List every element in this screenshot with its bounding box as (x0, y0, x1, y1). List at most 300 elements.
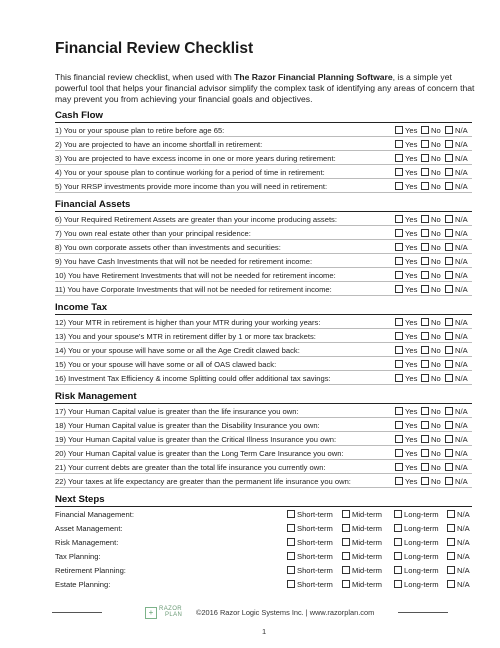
option-label: N/A (455, 229, 468, 238)
checkbox-icon[interactable] (395, 421, 403, 429)
option-label: N/A (455, 421, 468, 430)
answer-yes-checkbox[interactable] (395, 168, 417, 177)
answer-na-checkbox[interactable] (445, 477, 468, 486)
answer-yes-checkbox[interactable] (395, 435, 417, 444)
answer-na-checkbox[interactable] (445, 257, 468, 266)
checkbox-icon[interactable] (445, 257, 453, 265)
option-label: N/A (455, 374, 468, 383)
checkbox-icon[interactable] (395, 449, 403, 457)
option-label: No (431, 477, 441, 486)
checklist-row (55, 404, 472, 418)
question-text: 9) You have Cash Investments that will not be needed for retirement income: (55, 257, 313, 266)
timeframe-long-term-checkbox[interactable] (394, 510, 439, 519)
question-text: 11) You have Corporate Investments that will not be needed for retirement income: (55, 285, 332, 294)
answer-yes-checkbox[interactable] (395, 154, 417, 163)
answer-yes-checkbox[interactable] (395, 243, 417, 252)
checklist-row (55, 329, 472, 343)
section-title: Financial Assets (55, 199, 131, 210)
checkbox-icon[interactable] (421, 407, 429, 415)
timeframe-mid-term-checkbox[interactable] (342, 566, 382, 575)
option-label: Short-term (297, 580, 333, 589)
answer-yes-checkbox[interactable] (395, 421, 417, 430)
option-label: Short-term (297, 524, 333, 533)
answer-yes-checkbox[interactable] (395, 271, 417, 280)
checkbox-icon[interactable] (421, 332, 429, 340)
option-label: No (431, 346, 441, 355)
answer-na-checkbox[interactable] (445, 243, 468, 252)
answer-no-checkbox[interactable] (421, 154, 441, 163)
row-divider (55, 192, 472, 193)
option-label: N/A (455, 318, 468, 327)
checkbox-icon[interactable] (445, 182, 453, 190)
answer-na-checkbox[interactable] (445, 229, 468, 238)
answer-no-checkbox[interactable] (421, 407, 441, 416)
answer-no-checkbox[interactable] (421, 318, 441, 327)
answer-no-checkbox[interactable] (421, 168, 441, 177)
checklist-row (55, 240, 472, 254)
checkbox-icon[interactable] (421, 449, 429, 457)
option-label: Yes (405, 421, 418, 430)
answer-na-checkbox[interactable] (445, 449, 468, 458)
answer-yes-checkbox[interactable] (395, 477, 417, 486)
row-divider (55, 384, 472, 385)
option-label: Yes (405, 257, 418, 266)
option-label: N/A (455, 140, 468, 149)
timeframe-na-checkbox[interactable] (447, 552, 470, 561)
timeframe-short-term-checkbox[interactable] (287, 524, 333, 533)
answer-na-checkbox[interactable] (445, 285, 468, 294)
checkbox-icon[interactable] (445, 243, 453, 251)
option-label: N/A (455, 463, 468, 472)
option-label: Yes (405, 126, 418, 135)
option-label: Short-term (297, 566, 333, 575)
next-step-label: Financial Management: (55, 510, 134, 519)
checkbox-icon[interactable] (421, 229, 429, 237)
checkbox-icon[interactable] (395, 285, 403, 293)
option-label: N/A (455, 285, 468, 294)
timeframe-na-checkbox[interactable] (447, 580, 470, 589)
option-label: N/A (455, 257, 468, 266)
checkbox-icon[interactable] (395, 407, 403, 415)
option-label: Yes (405, 360, 418, 369)
checkbox-icon[interactable] (395, 477, 403, 485)
next-step-row (55, 549, 472, 563)
question-text: 19) Your Human Capital value is greater than the Critical Illness Insurance you own: (55, 435, 337, 444)
timeframe-long-term-checkbox[interactable] (394, 524, 439, 533)
answer-na-checkbox[interactable] (445, 421, 468, 430)
checkbox-icon[interactable] (447, 510, 455, 518)
checkbox-icon[interactable] (445, 449, 453, 457)
checkbox-icon[interactable] (394, 510, 402, 518)
answer-yes-checkbox[interactable] (395, 215, 417, 224)
question-text: 18) Your Human Capital value is greater than the Disability Insurance you own: (55, 421, 320, 430)
answer-no-checkbox[interactable] (421, 140, 441, 149)
option-label: Long-term (404, 524, 439, 533)
answer-no-checkbox[interactable] (421, 182, 441, 191)
answer-yes-checkbox[interactable] (395, 140, 417, 149)
option-label: Mid-term (352, 538, 382, 547)
checkbox-icon[interactable] (395, 463, 403, 471)
intro-text-end: , is a simple yet powerful tool that helps your financial advisor simplify the complex task of identifying any areas of concern that may prevent you from achieving your financial goals and objectives. (55, 72, 475, 105)
answer-yes-checkbox[interactable] (395, 463, 417, 472)
option-label: Yes (405, 374, 418, 383)
answer-na-checkbox[interactable] (445, 318, 468, 327)
checkbox-icon[interactable] (447, 580, 455, 588)
checkbox-icon[interactable] (445, 435, 453, 443)
timeframe-na-checkbox[interactable] (447, 566, 470, 575)
next-step-row (55, 535, 472, 549)
answer-no-checkbox[interactable] (421, 477, 441, 486)
checkbox-icon[interactable] (394, 552, 402, 560)
checkbox-icon[interactable] (421, 435, 429, 443)
checkbox-icon[interactable] (395, 360, 403, 368)
question-text: 15) You or your spouse will have some or all of OAS clawed back: (55, 360, 277, 369)
option-label: N/A (455, 477, 468, 486)
checkbox-icon[interactable] (395, 346, 403, 354)
checkbox-icon[interactable] (445, 126, 453, 134)
checkbox-icon[interactable] (395, 168, 403, 176)
checkbox-icon[interactable] (421, 285, 429, 293)
answer-yes-checkbox[interactable] (395, 229, 417, 238)
answer-na-checkbox[interactable] (445, 182, 468, 191)
checklist-row (55, 446, 472, 460)
checkbox-icon[interactable] (395, 435, 403, 443)
timeframe-short-term-checkbox[interactable] (287, 566, 333, 575)
option-label: No (431, 271, 441, 280)
checkbox-icon[interactable] (395, 271, 403, 279)
option-label: Yes (405, 477, 418, 486)
option-label: No (431, 229, 441, 238)
answer-na-checkbox[interactable] (445, 435, 468, 444)
option-label: Short-term (297, 510, 333, 519)
answer-no-checkbox[interactable] (421, 360, 441, 369)
question-text: 1) You or your spouse plan to retire before age 65: (55, 126, 225, 135)
row-divider (55, 487, 472, 488)
checkbox-icon[interactable] (447, 566, 455, 574)
answer-na-checkbox[interactable] (445, 407, 468, 416)
checkbox-icon[interactable] (421, 182, 429, 190)
option-label: No (431, 168, 441, 177)
checkbox-icon[interactable] (342, 510, 350, 518)
checkbox-icon[interactable] (287, 580, 295, 588)
option-label: N/A (455, 360, 468, 369)
timeframe-short-term-checkbox[interactable] (287, 510, 333, 519)
checkbox-icon[interactable] (342, 524, 350, 532)
checkbox-icon[interactable] (395, 229, 403, 237)
checkbox-icon[interactable] (445, 140, 453, 148)
answer-na-checkbox[interactable] (445, 215, 468, 224)
option-label: N/A (455, 168, 468, 177)
timeframe-mid-term-checkbox[interactable] (342, 552, 382, 561)
checkbox-icon[interactable] (421, 154, 429, 162)
answer-no-checkbox[interactable] (421, 229, 441, 238)
checklist-row (55, 123, 472, 137)
timeframe-long-term-checkbox[interactable] (394, 580, 439, 589)
option-label: No (431, 257, 441, 266)
answer-no-checkbox[interactable] (421, 435, 441, 444)
answer-no-checkbox[interactable] (421, 215, 441, 224)
option-label: Long-term (404, 510, 439, 519)
answer-na-checkbox[interactable] (445, 126, 468, 135)
option-label: N/A (455, 182, 468, 191)
checkbox-icon[interactable] (394, 580, 402, 588)
section-title: Risk Management (55, 391, 137, 402)
answer-na-checkbox[interactable] (445, 271, 468, 280)
timeframe-na-checkbox[interactable] (447, 538, 470, 547)
answer-na-checkbox[interactable] (445, 140, 468, 149)
timeframe-short-term-checkbox[interactable] (287, 538, 333, 547)
checkbox-icon[interactable] (342, 566, 350, 574)
checkbox-icon[interactable] (445, 154, 453, 162)
checklist-row (55, 432, 472, 446)
section-title: Cash Flow (55, 110, 103, 121)
option-label: Yes (405, 407, 418, 416)
option-label: No (431, 407, 441, 416)
footer-copyright: ©2016 Razor Logic Systems Inc. | www.razorplan.com (196, 608, 375, 617)
checkbox-icon[interactable] (395, 243, 403, 251)
answer-yes-checkbox[interactable] (395, 182, 417, 191)
question-text: 13) You and your spouse's MTR in retirement differ by 1 or more tax brackets: (55, 332, 316, 341)
option-label: No (431, 374, 441, 383)
checklist-row (55, 151, 472, 165)
razor-plan-logo (145, 606, 190, 620)
checkbox-icon[interactable] (395, 182, 403, 190)
option-label: N/A (457, 524, 470, 533)
answer-no-checkbox[interactable] (421, 243, 441, 252)
intro-software-name: The Razor Financial Planning Software (234, 72, 393, 82)
timeframe-long-term-checkbox[interactable] (394, 552, 439, 561)
checkbox-icon[interactable] (421, 374, 429, 382)
answer-yes-checkbox[interactable] (395, 318, 417, 327)
answer-na-checkbox[interactable] (445, 332, 468, 341)
option-label: N/A (455, 126, 468, 135)
checkbox-icon[interactable] (445, 346, 453, 354)
question-text: 8) You own corporate assets other than investments and securities: (55, 243, 281, 252)
checkbox-icon[interactable] (394, 524, 402, 532)
checkbox-icon[interactable] (342, 552, 350, 560)
option-label: Mid-term (352, 566, 382, 575)
option-label: Yes (405, 182, 418, 191)
timeframe-long-term-checkbox[interactable] (394, 566, 439, 575)
checkbox-icon[interactable] (395, 126, 403, 134)
checkbox-icon[interactable] (394, 566, 402, 574)
answer-no-checkbox[interactable] (421, 257, 441, 266)
checkbox-icon[interactable] (421, 126, 429, 134)
checkbox-icon[interactable] (447, 538, 455, 546)
checkbox-icon[interactable] (395, 215, 403, 223)
checkbox-icon[interactable] (447, 524, 455, 532)
checkbox-icon[interactable] (445, 168, 453, 176)
answer-na-checkbox[interactable] (445, 346, 468, 355)
option-label: N/A (457, 552, 470, 561)
question-text: 21) Your current debts are greater than the total life insurance you currently own: (55, 463, 326, 472)
checkbox-icon[interactable] (287, 552, 295, 560)
answer-na-checkbox[interactable] (445, 168, 468, 177)
option-label: No (431, 318, 441, 327)
intro-paragraph (55, 72, 475, 106)
checkbox-icon[interactable] (395, 374, 403, 382)
checkbox-icon[interactable] (447, 552, 455, 560)
answer-na-checkbox[interactable] (445, 360, 468, 369)
timeframe-mid-term-checkbox[interactable] (342, 524, 382, 533)
option-label: Long-term (404, 566, 439, 575)
answer-yes-checkbox[interactable] (395, 332, 417, 341)
checkbox-icon[interactable] (342, 538, 350, 546)
answer-yes-checkbox[interactable] (395, 257, 417, 266)
answer-na-checkbox[interactable] (445, 463, 468, 472)
answer-no-checkbox[interactable] (421, 332, 441, 341)
checkbox-icon[interactable] (395, 257, 403, 265)
answer-yes-checkbox[interactable] (395, 374, 417, 383)
checkbox-icon[interactable] (421, 168, 429, 176)
checklist-row (55, 137, 472, 151)
answer-yes-checkbox[interactable] (395, 407, 417, 416)
option-label: No (431, 449, 441, 458)
option-label: No (431, 360, 441, 369)
checklist-row (55, 165, 472, 179)
timeframe-na-checkbox[interactable] (447, 510, 470, 519)
option-label: No (431, 215, 441, 224)
answer-yes-checkbox[interactable] (395, 126, 417, 135)
checkbox-icon[interactable] (445, 229, 453, 237)
timeframe-short-term-checkbox[interactable] (287, 552, 333, 561)
timeframe-short-term-checkbox[interactable] (287, 580, 333, 589)
answer-no-checkbox[interactable] (421, 126, 441, 135)
timeframe-mid-term-checkbox[interactable] (342, 538, 382, 547)
question-text: 22) Your taxes at life expectancy are greater than the permanent life insurance you own: (55, 477, 351, 486)
answer-yes-checkbox[interactable] (395, 346, 417, 355)
answer-no-checkbox[interactable] (421, 374, 441, 383)
answer-na-checkbox[interactable] (445, 374, 468, 383)
option-label: Mid-term (352, 524, 382, 533)
question-text: 5) Your RRSP investments provide more income than you will need in retirement: (55, 182, 328, 191)
checkbox-icon[interactable] (342, 580, 350, 588)
checkbox-icon[interactable] (421, 477, 429, 485)
answer-no-checkbox[interactable] (421, 421, 441, 430)
next-step-label: Retirement Planning: (55, 566, 126, 575)
option-label: Yes (405, 346, 418, 355)
answer-no-checkbox[interactable] (421, 463, 441, 472)
answer-no-checkbox[interactable] (421, 271, 441, 280)
option-label: N/A (457, 566, 470, 575)
checkbox-icon[interactable] (421, 421, 429, 429)
checkbox-icon[interactable] (394, 538, 402, 546)
logo-mark-icon: + (145, 607, 157, 619)
next-step-row (55, 507, 472, 521)
checkbox-icon[interactable] (421, 271, 429, 279)
answer-na-checkbox[interactable] (445, 154, 468, 163)
checkbox-icon[interactable] (421, 243, 429, 251)
next-step-label: Tax Planning: (55, 552, 101, 561)
option-label: No (431, 243, 441, 252)
option-label: N/A (455, 332, 468, 341)
question-text: 16) Investment Tax Efficiency & income Splitting could offer additional tax savings: (55, 374, 331, 383)
checkbox-icon[interactable] (395, 332, 403, 340)
option-label: Yes (405, 318, 418, 327)
checkbox-icon[interactable] (445, 421, 453, 429)
checkbox-icon[interactable] (445, 374, 453, 382)
option-label: N/A (457, 580, 470, 589)
checkbox-icon[interactable] (287, 566, 295, 574)
option-label: Yes (405, 285, 418, 294)
checklist-row (55, 357, 472, 371)
row-divider (55, 295, 472, 296)
option-label: Mid-term (352, 580, 382, 589)
answer-no-checkbox[interactable] (421, 346, 441, 355)
checkbox-icon[interactable] (421, 215, 429, 223)
checkbox-icon[interactable] (421, 463, 429, 471)
checkbox-icon[interactable] (445, 360, 453, 368)
option-label: Mid-term (352, 552, 382, 561)
timeframe-mid-term-checkbox[interactable] (342, 580, 382, 589)
question-text: 12) Your MTR in retirement is higher than your MTR during your working years: (55, 318, 321, 327)
checkbox-icon[interactable] (445, 332, 453, 340)
checkbox-icon[interactable] (445, 215, 453, 223)
footer-left-rule (52, 612, 102, 613)
checkbox-icon[interactable] (421, 257, 429, 265)
logo-text-top: RAZOR (159, 606, 182, 612)
section-title: Next Steps (55, 494, 105, 505)
answer-yes-checkbox[interactable] (395, 449, 417, 458)
checkbox-icon[interactable] (395, 318, 403, 326)
answer-yes-checkbox[interactable] (395, 285, 417, 294)
answer-no-checkbox[interactable] (421, 285, 441, 294)
checkbox-icon[interactable] (395, 154, 403, 162)
option-label: Long-term (404, 580, 439, 589)
next-step-label: Asset Management: (55, 524, 123, 533)
footer-right-rule (398, 612, 448, 613)
next-step-row (55, 577, 472, 591)
checkbox-icon[interactable] (287, 510, 295, 518)
question-text: 2) You are projected to have an income shortfall in retirement: (55, 140, 263, 149)
timeframe-long-term-checkbox[interactable] (394, 538, 439, 547)
checkbox-icon[interactable] (287, 538, 295, 546)
option-label: Yes (405, 271, 418, 280)
question-text: 20) Your Human Capital value is greater than the Long Term Care Insurance you own: (55, 449, 344, 458)
checkbox-icon[interactable] (445, 271, 453, 279)
checkbox-icon[interactable] (421, 318, 429, 326)
answer-no-checkbox[interactable] (421, 449, 441, 458)
checkbox-icon[interactable] (395, 140, 403, 148)
option-label: No (431, 126, 441, 135)
option-label: Yes (405, 140, 418, 149)
option-label: Long-term (404, 538, 439, 547)
checklist-row (55, 254, 472, 268)
timeframe-na-checkbox[interactable] (447, 524, 470, 533)
checkbox-icon[interactable] (287, 524, 295, 532)
checkbox-icon[interactable] (421, 140, 429, 148)
answer-yes-checkbox[interactable] (395, 360, 417, 369)
checkbox-icon[interactable] (445, 318, 453, 326)
option-label: Yes (405, 435, 418, 444)
option-label: Long-term (404, 552, 439, 561)
option-label: No (431, 154, 441, 163)
timeframe-mid-term-checkbox[interactable] (342, 510, 382, 519)
option-label: N/A (457, 510, 470, 519)
question-text: 4) You or your spouse plan to continue working for a period of time in retirement: (55, 168, 325, 177)
option-label: N/A (457, 538, 470, 547)
checkbox-icon[interactable] (445, 285, 453, 293)
checkbox-icon[interactable] (445, 463, 453, 471)
checkbox-icon[interactable] (421, 346, 429, 354)
intro-text-start: This financial review checklist, when used with (55, 72, 235, 82)
option-label: Yes (405, 332, 418, 341)
checkbox-icon[interactable] (445, 407, 453, 415)
checkbox-icon[interactable] (445, 477, 453, 485)
checklist-row (55, 226, 472, 240)
option-label: N/A (455, 449, 468, 458)
checkbox-icon[interactable] (421, 360, 429, 368)
